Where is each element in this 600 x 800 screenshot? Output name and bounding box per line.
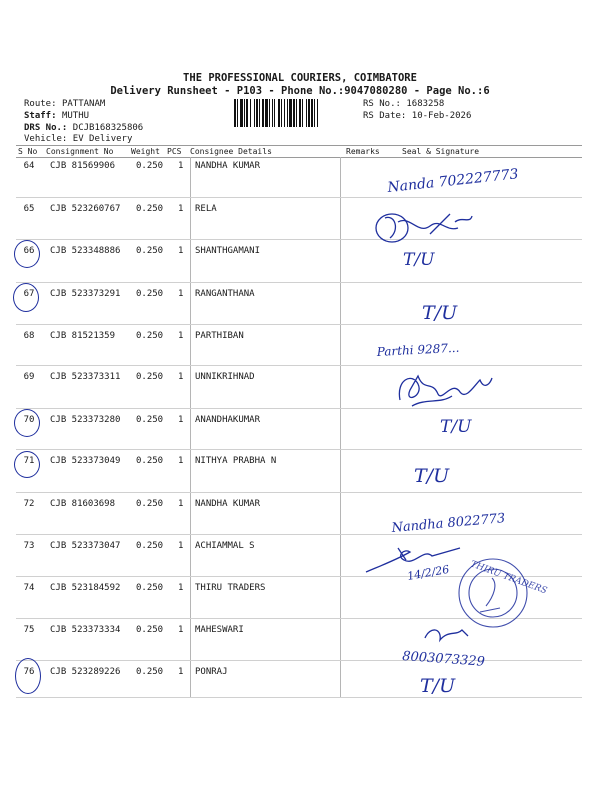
barcode-bar: [259, 99, 260, 127]
row-consignment-no: CJB 523260767: [50, 204, 121, 214]
barcode-bar: [246, 99, 248, 127]
col-pcs: PCS: [167, 147, 182, 156]
row-consignee: RELA: [195, 204, 217, 214]
table-row: [0, 372, 600, 388]
col-consignee: Consignee Details: [190, 147, 272, 156]
barcode-bar: [250, 99, 251, 127]
route-label: Route:: [24, 99, 57, 109]
barcode-bar: [256, 99, 258, 127]
rs-date-value: 10-Feb-2026: [411, 111, 472, 121]
row-consignment-no: CJB 81569906: [50, 161, 116, 171]
row-sno: 75: [23, 625, 35, 635]
row-consignment-no: CJB 523373291: [50, 289, 121, 299]
barcode-bar: [254, 99, 255, 127]
row-weight: 0.250: [136, 161, 164, 171]
table-row: [0, 161, 600, 177]
barcode-bar: [293, 99, 295, 127]
row-divider: [16, 408, 582, 409]
barcode-bar: [240, 99, 243, 127]
row-pcs: 1: [178, 246, 184, 256]
route-value: PATTANAM: [61, 99, 106, 109]
col-consignment: Consignment No: [46, 147, 114, 156]
row-pcs: 1: [178, 625, 184, 635]
table-row: [0, 246, 600, 262]
row-divider: [16, 660, 582, 661]
row-pcs: 1: [178, 331, 184, 341]
row-sno: 69: [23, 372, 35, 382]
vehicle-line: [24, 134, 132, 144]
barcode-bar: [289, 99, 292, 127]
staff-value: MUTHU: [61, 111, 90, 121]
row-divider: [16, 282, 582, 283]
table-row: [0, 415, 600, 431]
col-seal-signature: Seal & Signature: [402, 147, 480, 156]
barcode-bar: [262, 99, 264, 127]
row-consignee: NITHYA PRABHA N: [195, 456, 277, 466]
row-consignment-no: CJB 523373280: [50, 415, 121, 425]
sno-circle-mark: [13, 283, 39, 312]
barcode-bar: [308, 99, 310, 127]
row-sno: 70: [23, 415, 35, 425]
signature-row-72: Nandha 8022773: [391, 511, 506, 536]
row-weight: 0.250: [136, 456, 164, 466]
row-consignee: ANANDHAKUMAR: [195, 415, 261, 425]
barcode-bar: [311, 99, 313, 127]
rs-no-value: 1683258: [406, 99, 445, 109]
barcode-bar: [296, 99, 297, 127]
row-consignee: PARTHIBAN: [195, 331, 244, 341]
signature-row-68: Parthi 9287...: [376, 340, 460, 359]
row-consignment-no: CJB 523373047: [50, 541, 121, 551]
signature-row-64: Nanda 702227773: [386, 166, 520, 196]
row-sno: 68: [23, 331, 35, 341]
row-divider: [16, 324, 582, 325]
signature-row-71: T/U: [414, 465, 450, 487]
row-consignee: MAHESWARI: [195, 625, 244, 635]
signature-row-75: 8003073329: [401, 649, 486, 670]
row-sno: 66: [23, 246, 35, 256]
row-pcs: 1: [178, 667, 184, 677]
sno-circle-mark: [14, 451, 40, 478]
signature-row-67: T/U: [422, 302, 458, 324]
row-consignee: ACHIAMMAL S: [195, 541, 255, 551]
rs-no-label: RS No.:: [363, 99, 401, 109]
row-sno: 73: [23, 541, 35, 551]
row-consignee: SHANTHGAMANI: [195, 246, 261, 256]
sno-circle-mark: [14, 409, 40, 437]
table-row: [0, 667, 600, 683]
signature-row-73: 14/2/26: [406, 562, 451, 583]
drs-label: DRS No.:: [24, 123, 68, 133]
table-top-rule: [16, 145, 582, 146]
rs-date-line: [363, 111, 471, 121]
barcode-bar: [314, 99, 315, 127]
row-pcs: 1: [178, 415, 184, 425]
barcode-bar: [274, 99, 275, 127]
row-consignment-no: CJB 523289226: [50, 667, 121, 677]
staff-line: [24, 111, 89, 121]
row-consignment-no: CJB 81603698: [50, 499, 116, 509]
barcode-bar: [272, 99, 273, 127]
barcode-bar: [287, 99, 288, 127]
row-divider: [16, 449, 582, 450]
barcode-bar: [317, 99, 318, 127]
barcode-bar: [265, 99, 268, 127]
row-pcs: 1: [178, 456, 184, 466]
barcode: [234, 99, 358, 127]
vehicle-label: Vehicle:: [24, 134, 68, 144]
row-pcs: 1: [178, 372, 184, 382]
header-rule: [16, 157, 582, 158]
row-weight: 0.250: [136, 372, 164, 382]
row-consignment-no: CJB 523184592: [50, 583, 121, 593]
drs-line: [24, 123, 143, 133]
row-pcs: 1: [178, 204, 184, 214]
barcode-bar: [269, 99, 270, 127]
row-consignee: THIRU TRADERS: [195, 583, 266, 593]
row-weight: 0.250: [136, 289, 164, 299]
signature-row-76: T/U: [420, 675, 456, 697]
row-pcs: 1: [178, 161, 184, 171]
row-divider: [16, 576, 582, 577]
row-pcs: 1: [178, 541, 184, 551]
row-divider: [16, 239, 582, 240]
sno-circle-mark: [14, 240, 40, 268]
table-row: [0, 204, 600, 220]
row-sno: 72: [23, 499, 35, 509]
row-consignment-no: CJB 523373049: [50, 456, 121, 466]
table-row: [0, 499, 600, 515]
row-pcs: 1: [178, 583, 184, 593]
barcode-bar: [306, 99, 307, 127]
drs-value: DCJB168325806: [72, 123, 144, 133]
row-divider: [16, 197, 582, 198]
row-weight: 0.250: [136, 415, 164, 425]
row-consignment-no: CJB 523373334: [50, 625, 121, 635]
row-consignment-no: CJB 81521359: [50, 331, 116, 341]
row-consignee: RANGANTHANA: [195, 289, 255, 299]
row-consignment-no: CJB 523373311: [50, 372, 121, 382]
row-sno: 64: [23, 161, 35, 171]
col-weight: Weight: [131, 147, 160, 156]
row-weight: 0.250: [136, 583, 164, 593]
row-weight: 0.250: [136, 204, 164, 214]
row-consignee: NANDHA KUMAR: [195, 499, 261, 509]
row-sno: 65: [23, 204, 35, 214]
sno-circle-mark: [15, 658, 41, 694]
row-divider: [16, 492, 582, 493]
row-consignee: UNNIKRIHNAD: [195, 372, 255, 382]
table-row: [0, 541, 600, 557]
barcode-bar: [302, 99, 303, 127]
row-sno: 67: [23, 289, 35, 299]
barcode-bar: [237, 99, 238, 127]
vehicle-value: EV Delivery: [72, 134, 133, 144]
row-pcs: 1: [178, 499, 184, 509]
barcode-bar: [299, 99, 301, 127]
row-sno: 71: [23, 456, 35, 466]
row-weight: 0.250: [136, 667, 164, 677]
row-weight: 0.250: [136, 331, 164, 341]
runsheet-subtitle: Delivery Runsheet - P103 - Phone No.:9047080280 - Page No.:6: [110, 85, 490, 97]
row-weight: 0.250: [136, 499, 164, 509]
barcode-bar: [284, 99, 285, 127]
staff-label: Staff:: [24, 111, 57, 121]
barcode-bar: [281, 99, 282, 127]
table-row: [0, 331, 600, 347]
table-bottom-rule: [16, 697, 582, 698]
row-consignment-no: CJB 523348886: [50, 246, 121, 256]
route-line: [24, 99, 105, 109]
row-weight: 0.250: [136, 625, 164, 635]
signature-row-70: T/U: [440, 417, 472, 437]
row-weight: 0.250: [136, 246, 164, 256]
barcode-bar: [278, 99, 280, 127]
rs-no-line: [363, 99, 444, 109]
barcode-bar: [244, 99, 245, 127]
signature-row-66: T/U: [403, 250, 435, 270]
row-sno: 76: [23, 667, 35, 677]
barcode-bar: [234, 99, 236, 127]
row-divider: [16, 534, 582, 535]
table-row: [0, 456, 600, 472]
row-pcs: 1: [178, 289, 184, 299]
rs-date-label: RS Date:: [363, 111, 407, 121]
table-row: [0, 625, 600, 641]
table-row: [0, 583, 600, 599]
col-remarks: Remarks: [346, 147, 380, 156]
stamp-text: THIRU TRADERS: [468, 559, 549, 597]
row-consignee: NANDHA KUMAR: [195, 161, 261, 171]
table-row: [0, 289, 600, 305]
company-title: THE PROFESSIONAL COURIERS, COIMBATORE: [183, 72, 417, 84]
row-divider: [16, 365, 582, 366]
row-divider: [16, 618, 582, 619]
row-sno: 74: [23, 583, 35, 593]
col-sno: S No: [18, 147, 38, 156]
row-consignee: PONRAJ: [195, 667, 228, 677]
row-weight: 0.250: [136, 541, 164, 551]
